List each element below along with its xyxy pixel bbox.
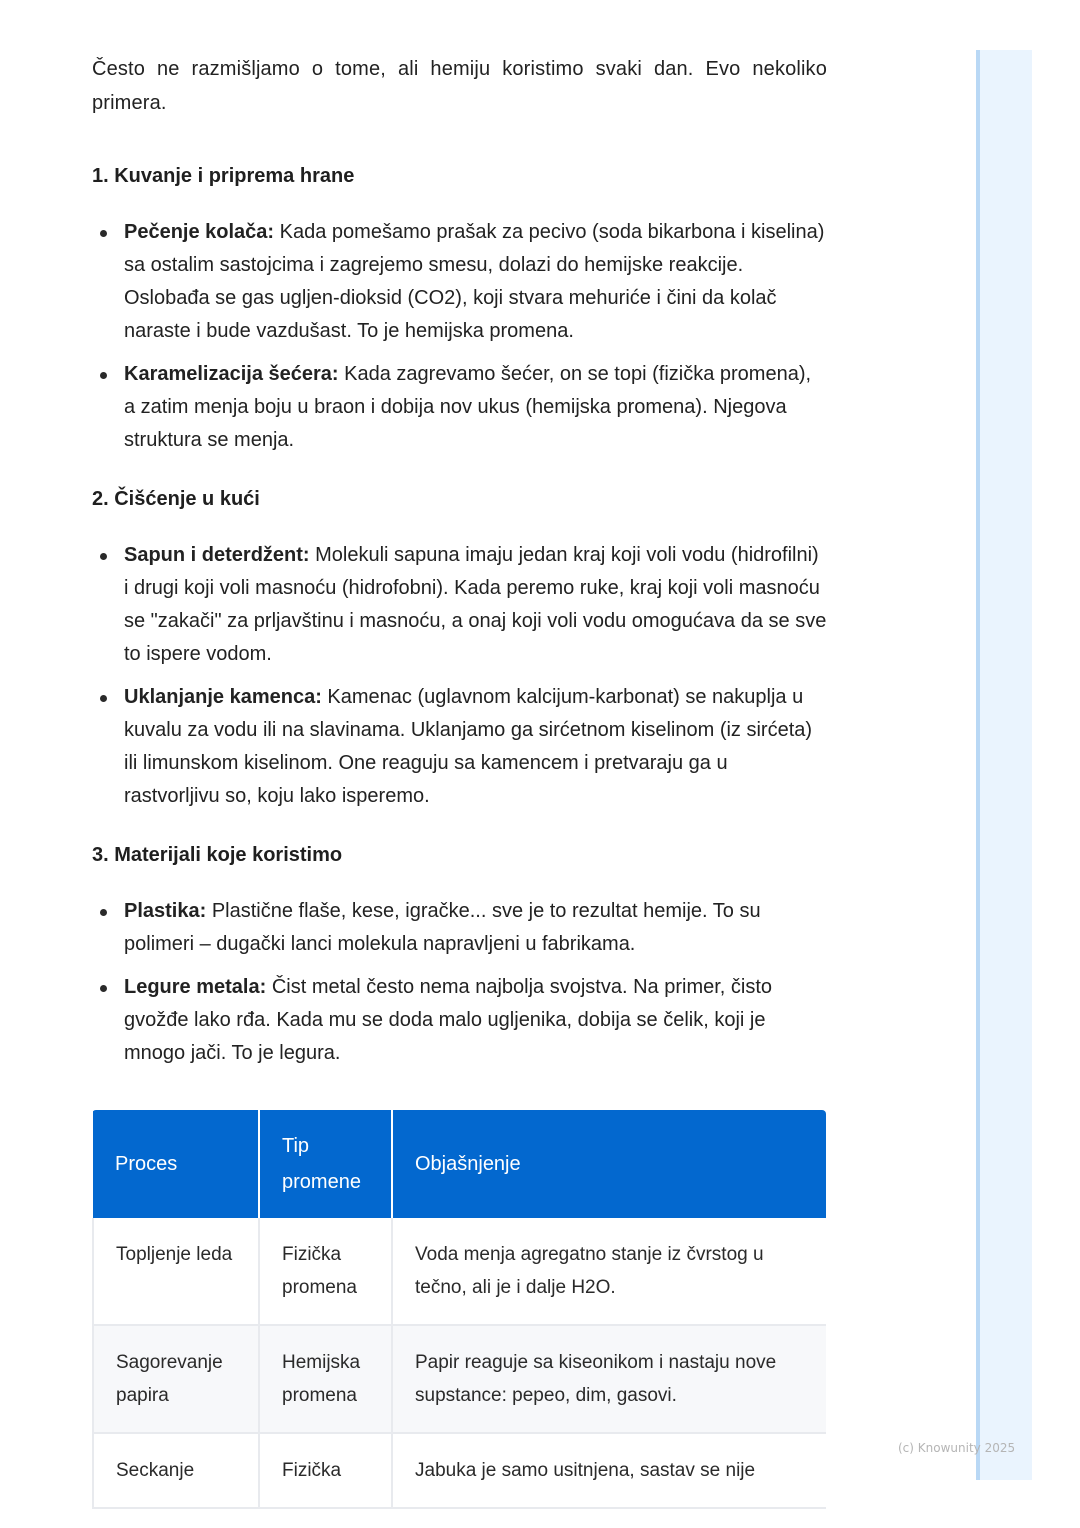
table-cell: Sagorevanje papira — [93, 1325, 259, 1433]
bullet-icon — [100, 553, 107, 560]
intro-paragraph: Često ne razmišljamo o tome, ali hemiju koristimo svaki dan. Evo nekoliko primera. — [92, 58, 827, 114]
list-item — [92, 681, 827, 813]
list-item — [92, 971, 827, 1070]
table-row — [93, 1325, 826, 1433]
table-cell: Jabuka je samo usitnjena, sastav se nije — [392, 1433, 826, 1508]
section-heading-cooking: 1. Kuvanje i priprema hrane — [92, 165, 355, 187]
copyright-watermark: (c) Knowunity 2025 — [898, 1441, 1016, 1455]
item-text: Čist metal često nema najbolja svojstva. Na primer, čisto gvožđe lako rđa. Kada mu se doda malo ugljenika, dobija se čelik, koji je mnogo jači. To je legura. — [124, 976, 773, 1064]
item-text: Molekuli sapuna imaju jedan kraj koji voli vodu (hidrofilni) i drugi koji voli masnoću (hidrofobni). Kada peremo ruke, kraj koji voli masnoću se "zakači" za prljavštinu i masnoću, a onaj koji voli vodu omogućava da se sve to ispere vodom. — [124, 544, 827, 665]
changes-table — [92, 1110, 826, 1509]
list-item — [92, 895, 827, 961]
table-cell: Seckanje — [93, 1433, 259, 1508]
table-cell: Topljenje leda — [93, 1218, 259, 1325]
table-cell: Fizička promena — [259, 1218, 392, 1325]
item-term: Karamelizacija šećera: — [124, 363, 339, 385]
bullet-icon — [100, 230, 107, 237]
item-term: Sapun i deterdžent: — [124, 544, 310, 566]
item-text: Plastične flaše, kese, igračke... sve je to rezultat hemije. To su polimeri – dugački lanci molekula napravljeni u fabrikama. — [124, 900, 761, 955]
list-item — [92, 539, 827, 671]
bullet-list-materials — [92, 895, 827, 1070]
item-text: Kada zagrevamo šećer, on se topi (fizička promena), a zatim menja boju u braon i dobija nov ukus (hemijska promena). Njegova struktura se menja. — [124, 363, 812, 451]
item-text: Kada pomešamo prašak za pecivo (soda bikarbona i kiselina) sa ostalim sastojcima i zagrejemo smesu, dolazi do hemijske reakcije. Oslobađa se gas ugljen-dioksid (CO2), koji stvara mehuriće i čini da kolač naraste i bude vazdušast. To je hemijska promena. — [124, 221, 825, 342]
bullet-icon — [100, 985, 107, 992]
table-cell: Voda menja agregatno stanje iz čvrstog u tečno, ali je i dalje H2O. — [392, 1218, 826, 1325]
item-term: Legure metala: — [124, 976, 267, 998]
column-header-explanation: Objašnjenje — [392, 1110, 826, 1218]
item-term: Plastika: — [124, 900, 207, 922]
side-panel — [976, 50, 1032, 1480]
bullet-icon — [100, 909, 107, 916]
column-header-change-type: Tip promene — [259, 1110, 392, 1218]
table-header-row — [93, 1110, 826, 1218]
document-body — [92, 52, 827, 1514]
column-header-process: Proces — [93, 1110, 259, 1218]
bullet-icon — [100, 372, 107, 379]
item-term: Uklanjanje kamenca: — [124, 686, 322, 708]
list-item — [92, 358, 827, 457]
bullet-list-cooking — [92, 216, 827, 457]
item-text: Kamenac (uglavnom kalcijum-karbonat) se nakuplja u kuvalu za vodu ili na slavinama. Uklanjamo ga sirćetnom kiselinom (iz sirćeta) ili limunskom kiselinom. One reaguju sa kamencem i pretvaraju ga u rastvorljivu so, koju lako isperemo. — [124, 686, 813, 807]
table-cell: Papir reaguje sa kiseonikom i nastaju nove supstance: pepeo, dim, gasovi. — [392, 1325, 826, 1433]
section-heading-cleaning: 2. Čišćenje u kući — [92, 488, 260, 510]
changes-table-container — [92, 1110, 826, 1514]
table-row — [93, 1218, 826, 1325]
table-row — [93, 1433, 826, 1508]
table-cell: Fizička — [259, 1433, 392, 1508]
section-heading-materials: 3. Materijali koje koristimo — [92, 844, 343, 866]
table-cell: Hemijska promena — [259, 1325, 392, 1433]
list-item — [92, 216, 827, 348]
item-term: Pečenje kolača: — [124, 221, 275, 243]
bullet-list-cleaning — [92, 539, 827, 813]
bullet-icon — [100, 695, 107, 702]
